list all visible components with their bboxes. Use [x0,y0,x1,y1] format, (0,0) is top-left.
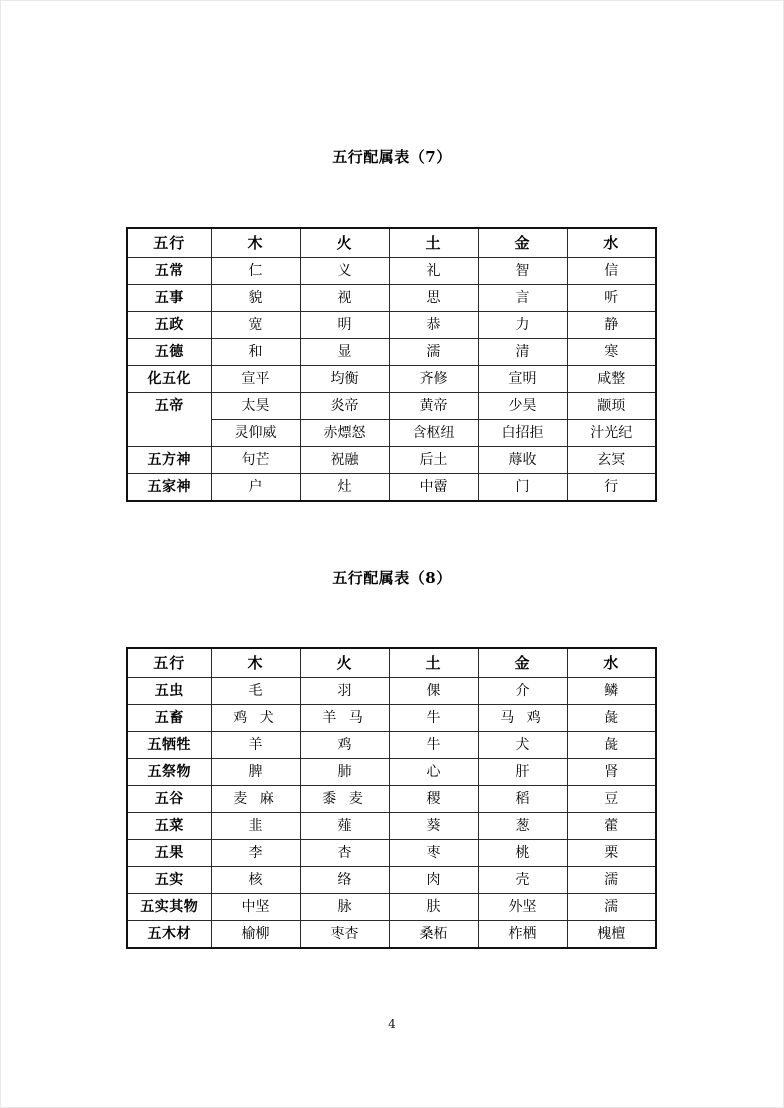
table8-cell: 彘 [567,705,656,732]
table7-cell: 宽 [211,312,300,339]
table8-cell: 毛 [211,678,300,705]
table7-header-row [127,228,656,258]
table7-container [126,227,657,502]
table7-cell: 濡 [389,339,478,366]
table8-cell: 濡 [567,894,656,921]
table7-cell: 寒 [567,339,656,366]
table7-row-label: 五家神 [127,474,211,502]
table8-cell: 榆柳 [211,921,300,949]
table8-cell: 枣 [389,840,478,867]
table7-cell: 后土 [389,447,478,474]
table8-cell: 杏 [300,840,389,867]
table7-cell: 户 [211,474,300,502]
table8-cell: 葵 [389,813,478,840]
table8-row-label: 五祭物 [127,759,211,786]
table7-title: 五行配属表（7） [332,148,452,166]
table7-cell: 少昊 [478,393,567,420]
table8-cell: 栗 [567,840,656,867]
table7-cell: 和 [211,339,300,366]
table7-cell: 言 [478,285,567,312]
table-row [127,921,656,949]
table-row [127,393,656,420]
table7-cell: 黄帝 [389,393,478,420]
table-row [127,813,656,840]
table7-cell: 恭 [389,312,478,339]
table8-row-label: 五虫 [127,678,211,705]
table-row [127,786,656,813]
table8-header-cell-1: 木 [211,648,300,678]
table7-cell: 门 [478,474,567,502]
table8-cell: 稻 [478,786,567,813]
page-content [17,15,767,1093]
table8-cell: 黍 麦 [300,786,389,813]
table-row [127,759,656,786]
table8-cell: 壳 [478,867,567,894]
table-row [127,258,656,285]
table8-header-cell-5: 水 [567,648,656,678]
table7-cell: 太昊 [211,393,300,420]
table7-cell: 炎帝 [300,393,389,420]
table-row [127,867,656,894]
table7-cell: 句芒 [211,447,300,474]
table7-cell: 汁光纪 [567,420,656,447]
table7-header-cell-3: 土 [389,228,478,258]
table8-cell: 枣杏 [300,921,389,949]
table8-cell: 韭 [211,813,300,840]
table7-row-label-merged: 五帝 [127,393,211,447]
table8-row-label: 五实其物 [127,894,211,921]
table8-cell: 络 [300,867,389,894]
table8-row-label: 五畜 [127,705,211,732]
table8-cell: 桑柘 [389,921,478,949]
table8-cell: 核 [211,867,300,894]
table8-header-cell-3: 土 [389,648,478,678]
table8-cell: 薤 [300,813,389,840]
table7-cell: 含枢纽 [389,420,478,447]
table8-row-label: 五果 [127,840,211,867]
table7-row-label: 五政 [127,312,211,339]
table7-header-cell-5: 水 [567,228,656,258]
table8-cell: 外坚 [478,894,567,921]
table7-cell: 明 [300,312,389,339]
table8-cell: 李 [211,840,300,867]
table7-cell: 蓐收 [478,447,567,474]
table-row [127,339,656,366]
table7-row-label: 五常 [127,258,211,285]
table8-title: 五行配属表（8） [332,569,452,587]
table8-cell: 彘 [567,732,656,759]
table7-cell: 咸整 [567,366,656,393]
table7-cell: 思 [389,285,478,312]
table7-cell: 听 [567,285,656,312]
table7-cell: 宣明 [478,366,567,393]
table7-cell: 礼 [389,258,478,285]
table-row [127,366,656,393]
table8-cell: 肾 [567,759,656,786]
table8-cell: 马 鸡 [478,705,567,732]
table-row [127,474,656,502]
table8-header-cell-0: 五行 [127,648,211,678]
wuxing-table-8 [126,647,657,949]
table8-row-label: 五木材 [127,921,211,949]
table8-row-label: 五菜 [127,813,211,840]
table8-cell: 羊 [211,732,300,759]
table8-cell: 犬 [478,732,567,759]
table8-cell: 肺 [300,759,389,786]
table8-cell: 倮 [389,678,478,705]
table8-cell: 牛 [389,705,478,732]
table8-header-cell-2: 火 [300,648,389,678]
table8-cell: 羊 马 [300,705,389,732]
table7-cell: 祝融 [300,447,389,474]
wuxing-table-7 [126,227,657,502]
table7-cell: 玄冥 [567,447,656,474]
table7-cell: 宣平 [211,366,300,393]
table7-row-label: 五德 [127,339,211,366]
table8-cell: 柞栖 [478,921,567,949]
table8-cell: 葱 [478,813,567,840]
table-row [127,732,656,759]
table7-row-label: 五事 [127,285,211,312]
table8-cell: 肉 [389,867,478,894]
table7-cell: 仁 [211,258,300,285]
table8-row-label: 五谷 [127,786,211,813]
table7-cell: 信 [567,258,656,285]
table7-cell: 行 [567,474,656,502]
page-number: 4 [388,1017,396,1031]
table8-cell: 中坚 [211,894,300,921]
table7-cell: 齐修 [389,366,478,393]
table8-cell: 濡 [567,867,656,894]
table7-cell: 显 [300,339,389,366]
table8-cell: 豆 [567,786,656,813]
table8-header-cell-4: 金 [478,648,567,678]
table7-cell: 均衡 [300,366,389,393]
table7-cell: 智 [478,258,567,285]
table7-cell: 赤熛怒 [300,420,389,447]
table8-cell: 麦 麻 [211,786,300,813]
table7-cell: 灵仰威 [211,420,300,447]
table-row [127,894,656,921]
table8-cell: 稷 [389,786,478,813]
table7-row-label: 化五化 [127,366,211,393]
table-row [127,312,656,339]
table7-header-cell-4: 金 [478,228,567,258]
table7-cell: 静 [567,312,656,339]
table-row [127,285,656,312]
table7-cell: 貌 [211,285,300,312]
table8-cell: 鳞 [567,678,656,705]
table7-cell: 视 [300,285,389,312]
table-row [127,678,656,705]
table7-cell: 灶 [300,474,389,502]
table8-row-label: 五实 [127,867,211,894]
table8-cell: 肤 [389,894,478,921]
table8-cell: 桃 [478,840,567,867]
table7-cell: 力 [478,312,567,339]
table7-cell: 中霤 [389,474,478,502]
table8-container [126,647,657,949]
table8-cell: 羽 [300,678,389,705]
table7-cell: 白招拒 [478,420,567,447]
table8-cell: 牛 [389,732,478,759]
table8-cell: 脉 [300,894,389,921]
table7-cell: 义 [300,258,389,285]
table8-row-label: 五牺牲 [127,732,211,759]
table8-cell: 鸡 [300,732,389,759]
table7-header-cell-1: 木 [211,228,300,258]
table7-row-label: 五方神 [127,447,211,474]
table8-cell: 藿 [567,813,656,840]
table7-header-cell-0: 五行 [127,228,211,258]
table8-cell: 槐檀 [567,921,656,949]
table8-cell: 肝 [478,759,567,786]
table8-cell: 脾 [211,759,300,786]
table8-header-row [127,648,656,678]
table7-header-cell-2: 火 [300,228,389,258]
table7-cell: 清 [478,339,567,366]
table-row [127,447,656,474]
table8-cell: 鸡 犬 [211,705,300,732]
table7-cell: 颛顼 [567,393,656,420]
table8-cell: 介 [478,678,567,705]
table-row [127,705,656,732]
table-row [127,840,656,867]
table8-cell: 心 [389,759,478,786]
